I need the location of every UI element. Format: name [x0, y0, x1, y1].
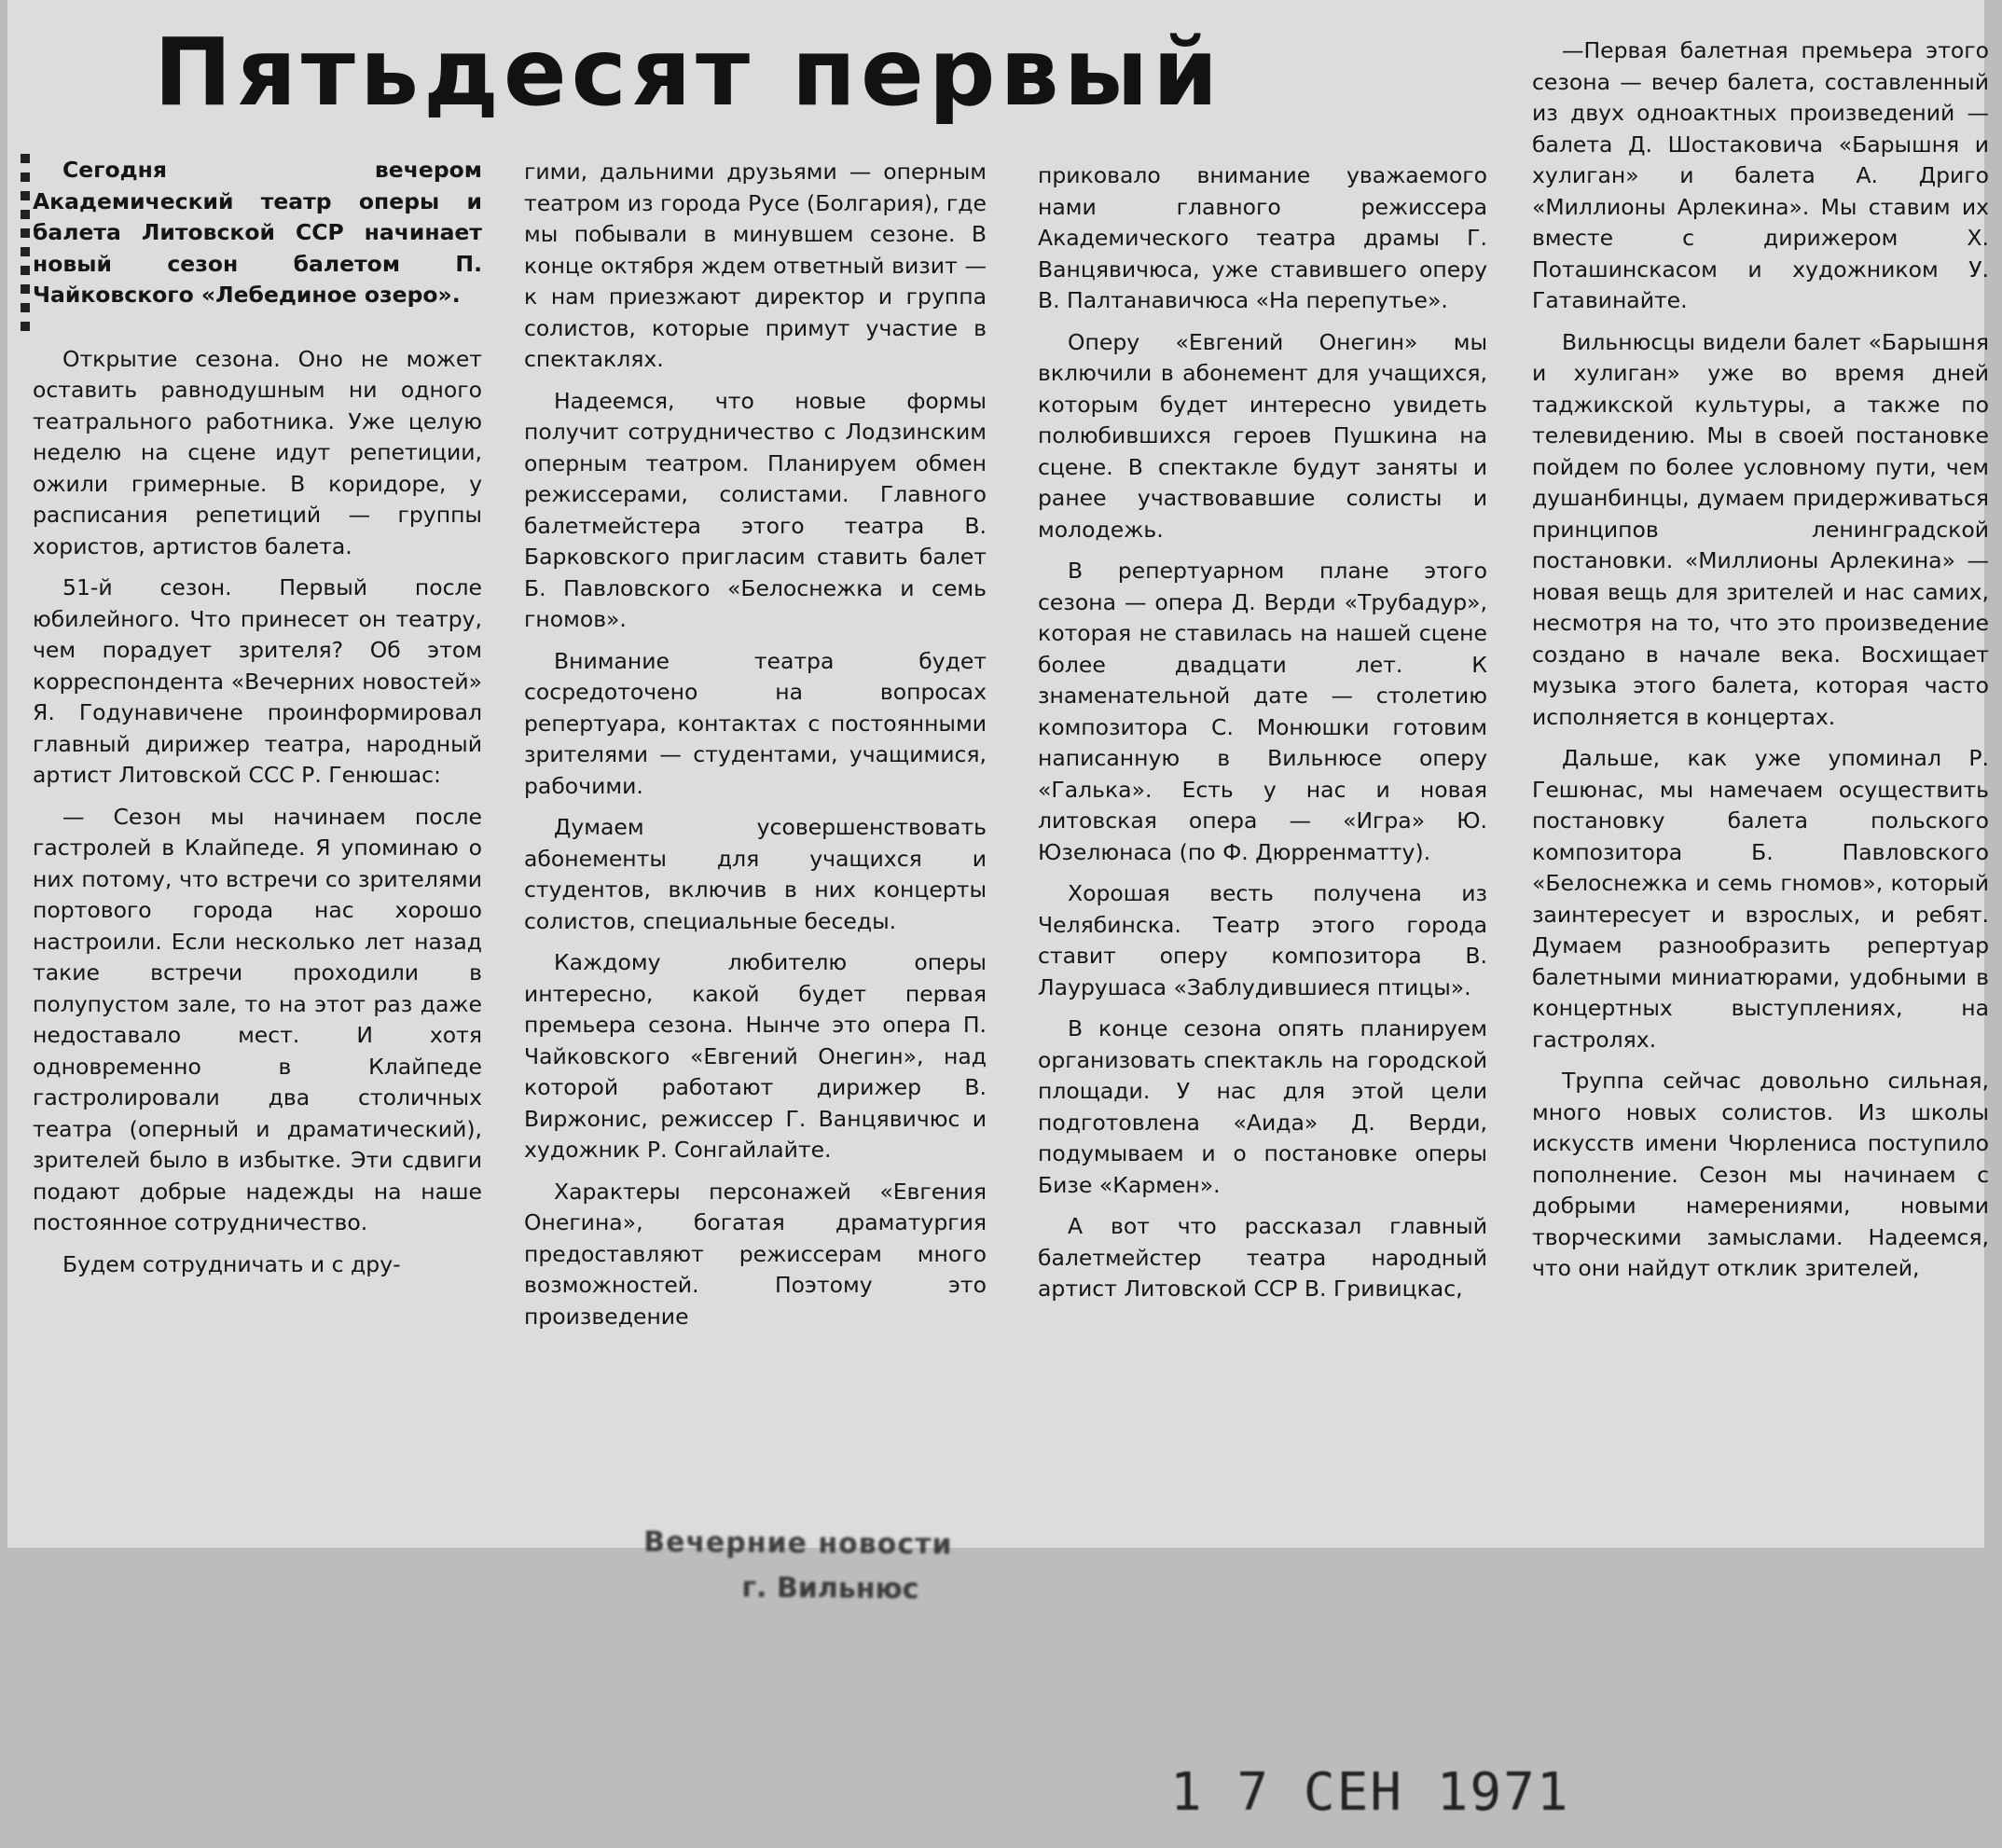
paragraph: Вильнюсцы видели балет «Барышня и хулиган» уже во время дней таджикской культуры, а также по телевидению. Мы в своей постановке пойдем по более условному пути, чем душанбинцы, думаем придерживаться принципов ленинградской постановки. «Миллионы Арлекина» — новая вещь для зрителей и нас самих, несмотря на то, что это произведение создано в начале века. Восхищает музыка этого балета, которая часто исполняется в концертах. — [1532, 328, 1989, 730]
paragraph: В конце сезона опять планируем организовать спектакль на городской площади. У нас для этой цели подготовлена «Аида» Д. Верди, подумываем и о постановке оперы Бизе «Кармен». — [1038, 1015, 1487, 1198]
paragraph: Характеры персонажей «Евгения Онегина», богатая драматургия предоставляют режиссерам много возможностей. Поэтому это произведение — [524, 1178, 987, 1330]
paragraph: Открытие сезона. Оно не может оставить равнодушным ни одного театрального работника. Уже целую неделю на сцене идут репетиции, ожили гримерные. В коридоре, у расписания репетиций — группы хористов, артистов балета. — [33, 345, 482, 559]
paragraph: В репертуарном плане этого сезона — опера Д. Верди «Трубадур», которая не ставилась на нашей сцене более двадцати лет. К знаменательной дате — столетию композитора С. Монюшки готовим написанную в Вильнюсе оперу «Галька». Есть у нас и новая литовская опера — «Игра» Ю. Юзелюнаса (по Ф. Дюрренматту). — [1038, 558, 1487, 865]
headline: Пятьдесят первый — [154, 18, 1223, 127]
paragraph: гими, дальними друзьями — оперным театром из города Русе (Болгария), где мы побывали в минувшем сезоне. В конце октября ждем ответный визит — к нам приезжают директор и группа солистов, которые примут участие в спектаклях. — [524, 159, 987, 372]
text-column-2 — [524, 157, 987, 1343]
paragraph: Надеемся, что новые формы получит сотрудничество с Лодзинским оперным театром. Планируем обмен режиссерами, солистами. Главного балетмейстера этого театра В. Барковского пригласим ставить балет Б. Павловского «Белоснежка и семь гномов». — [524, 387, 987, 632]
newspaper-stamp — [643, 1521, 953, 1613]
dotted-marker — [21, 154, 30, 340]
stamp-city: г. Вильнюс — [741, 1571, 919, 1607]
paragraph: Труппа сейчас довольно сильная, много новых солистов. Из школы искусств имени Чюрлениса поступило пополнение. Сезон мы начинаем с добрыми намерениями, новыми творческими замыслами. Надеемся, что они найдут отклик зрителей, — [1532, 1068, 1989, 1281]
text-column-4 — [1532, 35, 1989, 1295]
paragraph: Хорошая весть получена из Челябинска. Театр этого города ставит оперу композитора В. Лаурушаса «Заблудившиеся птицы». — [1038, 880, 1487, 1000]
lead-paragraph: Сегодня вечером Академический театр оперы и балета Литовской ССР начинает новый сезон балетом П. Чайковского «Лебединое озеро». — [33, 157, 482, 308]
paragraph: Дальше, как уже упоминал Р. Гешюнас, мы намечаем осуществить постановку балета польского композитора Б. Павловского «Белоснежка и семь гномов», который заинтересует и взрослых, и ребят. Думаем разнообразить репертуар балетными миниатюрами, удобными в концертных выступлениях, на гастролях. — [1532, 745, 1989, 1053]
date-stamp: 1 7 СЕН 1971 — [1170, 1762, 1570, 1823]
text-column-3 — [1038, 160, 1487, 1316]
paragraph: А вот что рассказал главный балетмейстер театра народный артист Литовской ССР В. Гривицкас, — [1038, 1213, 1487, 1302]
paragraph: — Сезон мы начинаем после гастролей в Клайпеде. Я упоминаю о них потому, что встречи со зрителями портового города нас хорошо настроили. Если несколько лет назад такие встречи проходили в полупустом зале, то на этот раз даже недоставало мест. И хотя одновременно в Клайпеде гастролировали два столичных театра (оперный и драматический), зрителей было в избытке. Эти сдвиги подают добрые надежды на наше постоянное сотрудничество. — [33, 803, 482, 1235]
paragraph: Думаем усовершенствовать абонементы для учащихся и студентов, включив в них концерты солистов, специальные беседы. — [524, 814, 987, 934]
paragraph: 51-й сезон. Первый после юбилейного. Что принесет он театру, чем порадует зрителя? Об этом корреспондента «Вечерних новостей» Я. Годунавичене проинформировал главный дирижер театра, народный артист Литовской ССС Р. Генюшас: — [33, 574, 482, 788]
paragraph: —Первая балетная премьера этого сезона — вечер балета, составленный из двух одноактных произведений — балета Д. Шостаковича «Барышня и хулиган» и балета А. Дриго «Миллионы Арлекина». Мы ставим их вместе с дирижером Х. Поташинскасом и художником У. Гатавинайте. — [1532, 37, 1989, 313]
stamp-newspaper-name: Вечерние новости — [643, 1525, 953, 1562]
paragraph: Оперу «Евгений Онегин» мы включили в абонемент для учащихся, которым будет интересно увидеть полюбившихся героев Пушкина на сцене. В спектакле будут заняты и ранее участвовавшие солисты и молодежь. — [1038, 328, 1487, 543]
text-column-1 — [33, 155, 482, 1290]
paragraph: Внимание театра будет сосредоточено на вопросах репертуара, контактах с постоянными зрителями — студентами, учащимися, рабочими. — [524, 647, 987, 799]
paragraph: Будем сотрудничать и с дру- — [62, 1250, 401, 1277]
paragraph: Каждому любителю оперы интересно, какой будет первая премьера сезона. Нынче это опера П. Чайковского «Евгений Онегин», над которой работают дирижер В. Виржонис, режиссер Г. Ванцявичюс и художник Р. Сонгайлайте. — [524, 949, 987, 1163]
paragraph: приковало внимание уважаемого нами главного режиссера Академического театра драмы Г. Ванцявичюса, уже ставившего оперу В. Палтанавичюса «На перепутье». — [1038, 162, 1487, 313]
